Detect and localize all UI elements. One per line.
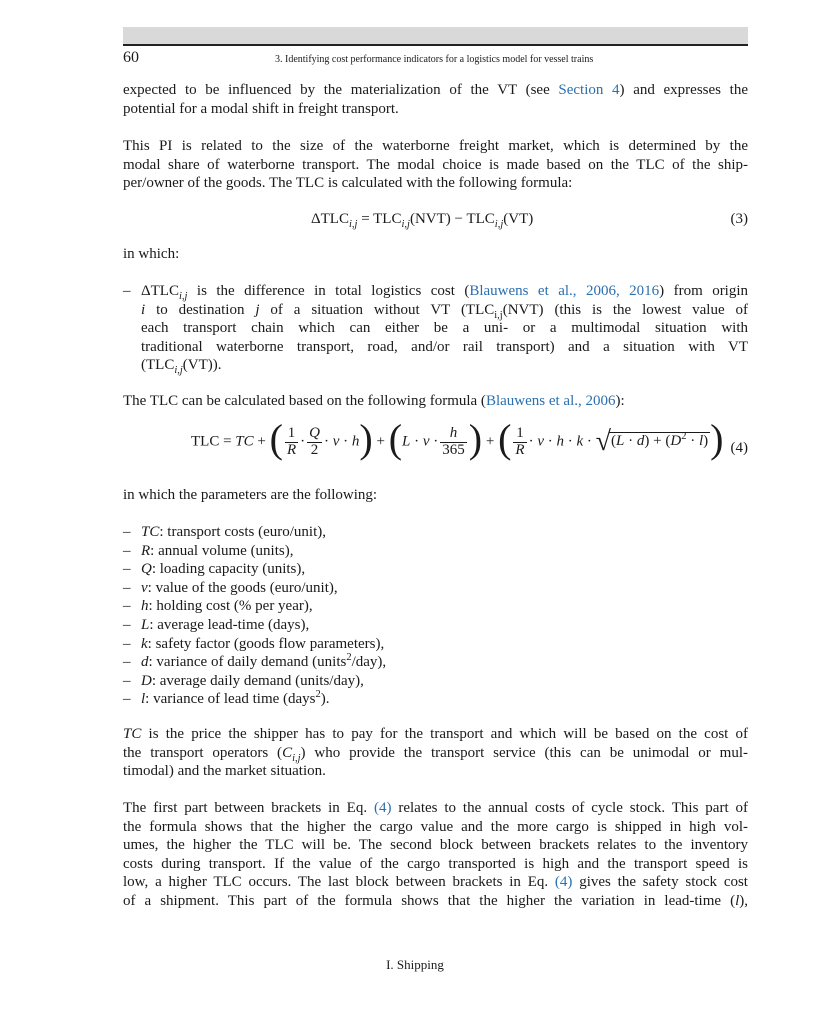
running-head: 3. Identifying cost performance indicators for a logistics model for vessel trains [275, 54, 594, 65]
list-item: – k: safety factor (goods flow parameters), [123, 635, 748, 654]
paragraph-tc: TC is the price the shipper has to pay for the transport and which will be based on the cost of the transport operators $(C_{i,j})$ who provide the transport service (this can be unimodal or mul- timodal) and the market situation. [123, 726, 748, 780]
paragraph-tlc-formula: The TLC can be calculated based on the following formula (Blauwens et al., 2006): [123, 393, 625, 409]
eq-4-link[interactable]: (4) [554, 874, 573, 891]
list-item: – L: average lead-time (days), [123, 616, 748, 635]
parameters-intro: in which the parameters are the following: [123, 487, 378, 503]
blauwens-2006-2016-link[interactable]: Blauwens et al., 2006, 2016 [469, 283, 660, 299]
page-number: 60 [123, 49, 139, 66]
section-4-link[interactable]: Section 4 [558, 82, 620, 98]
list-item: – v: value of the goods (euro/unit), [123, 579, 748, 598]
blauwens-2006-link[interactable]: Blauwens et al., 2006 [485, 393, 616, 409]
header-rule [123, 44, 748, 46]
equation-4-number: (4) [730, 440, 748, 456]
equation-4: TLC = TC + ( $\frac{1}{R}$ · $\frac{Q}{2}$ · v · h) + (L · v · $\frac{h}{365}$ ) + ( $\frac{1}{R}$ · $v \cdot h \cdot k \cdot √(L \cdot d) + (D^2 \cdot l)$) (4) [191, 416, 748, 461]
list-item: – d: variance of daily demand (units$^2$/day), [123, 653, 748, 672]
paragraph-intro: expected to be influenced by the materialization of the VT (see Section 4) and expresses the potential for a modal shift in freight transport. [123, 82, 748, 117]
footer-section-label: I. Shipping [386, 957, 444, 972]
list-item: – Q: loading capacity (units), [123, 560, 748, 579]
equation-3-number: (3) [730, 211, 748, 227]
in-which-label: in which: [123, 246, 180, 262]
list-item: – TC: transport costs (euro/unit), [123, 523, 748, 542]
list-item: – l: variance of lead time (days$^2$). [123, 690, 748, 709]
list-item: – R: annual volume (units), [123, 542, 748, 561]
paragraph-brackets: The first part between brackets in Eq. (4) relates to the annual costs of cycle stock. This part of the formula shows that the higher the cargo value and the more cargo is shipped in high vol- umes, the higher the TLC will be. The second block between brackets relates to the inventory costs during transport. If the value of the cargo transported is high and the transport speed is low, a higher TLC occurs. The last block between brackets in Eq. (4) gives the safety stock cost of a shipment. This part of the formula shows that the higher the variation in lead-time (l), [123, 800, 748, 909]
equation-3: $\Delta TLC_{i,j} = TLC_{i,j}(NVT) - TLC_{i,j}(VT)$ (3) [311, 211, 748, 230]
paragraph-pi: This PI is related to the size of the waterborne freight market, which is determined by the modal share of waterborne transport. The modal choice is made based on the TLC of the ship- per/owner of the goods. The TLC is calculated with the following formula: [123, 138, 748, 192]
header-band [123, 27, 748, 45]
parameter-list [123, 523, 748, 709]
list-item: – D: average daily demand (units/day), [123, 672, 748, 691]
delta-tlc-item: – $\Delta TLC_{i,j}$ is the difference in total logistics cost (Blauwens et al., 2006, 2016) from origin i to destination j of a situation without VT ($TLC_{i,j}(NVT)$ (this is the lowest value of each transport chain which can either be a uni- or a multimodal situation with traditional waterborne transport, road, and/or rail transport) and a situation with VT $(TLC_{i,j}(VT))$. [123, 283, 749, 377]
list-item: – h: holding cost (% per year), [123, 597, 748, 616]
eq-4-link[interactable]: (4) [373, 800, 392, 816]
